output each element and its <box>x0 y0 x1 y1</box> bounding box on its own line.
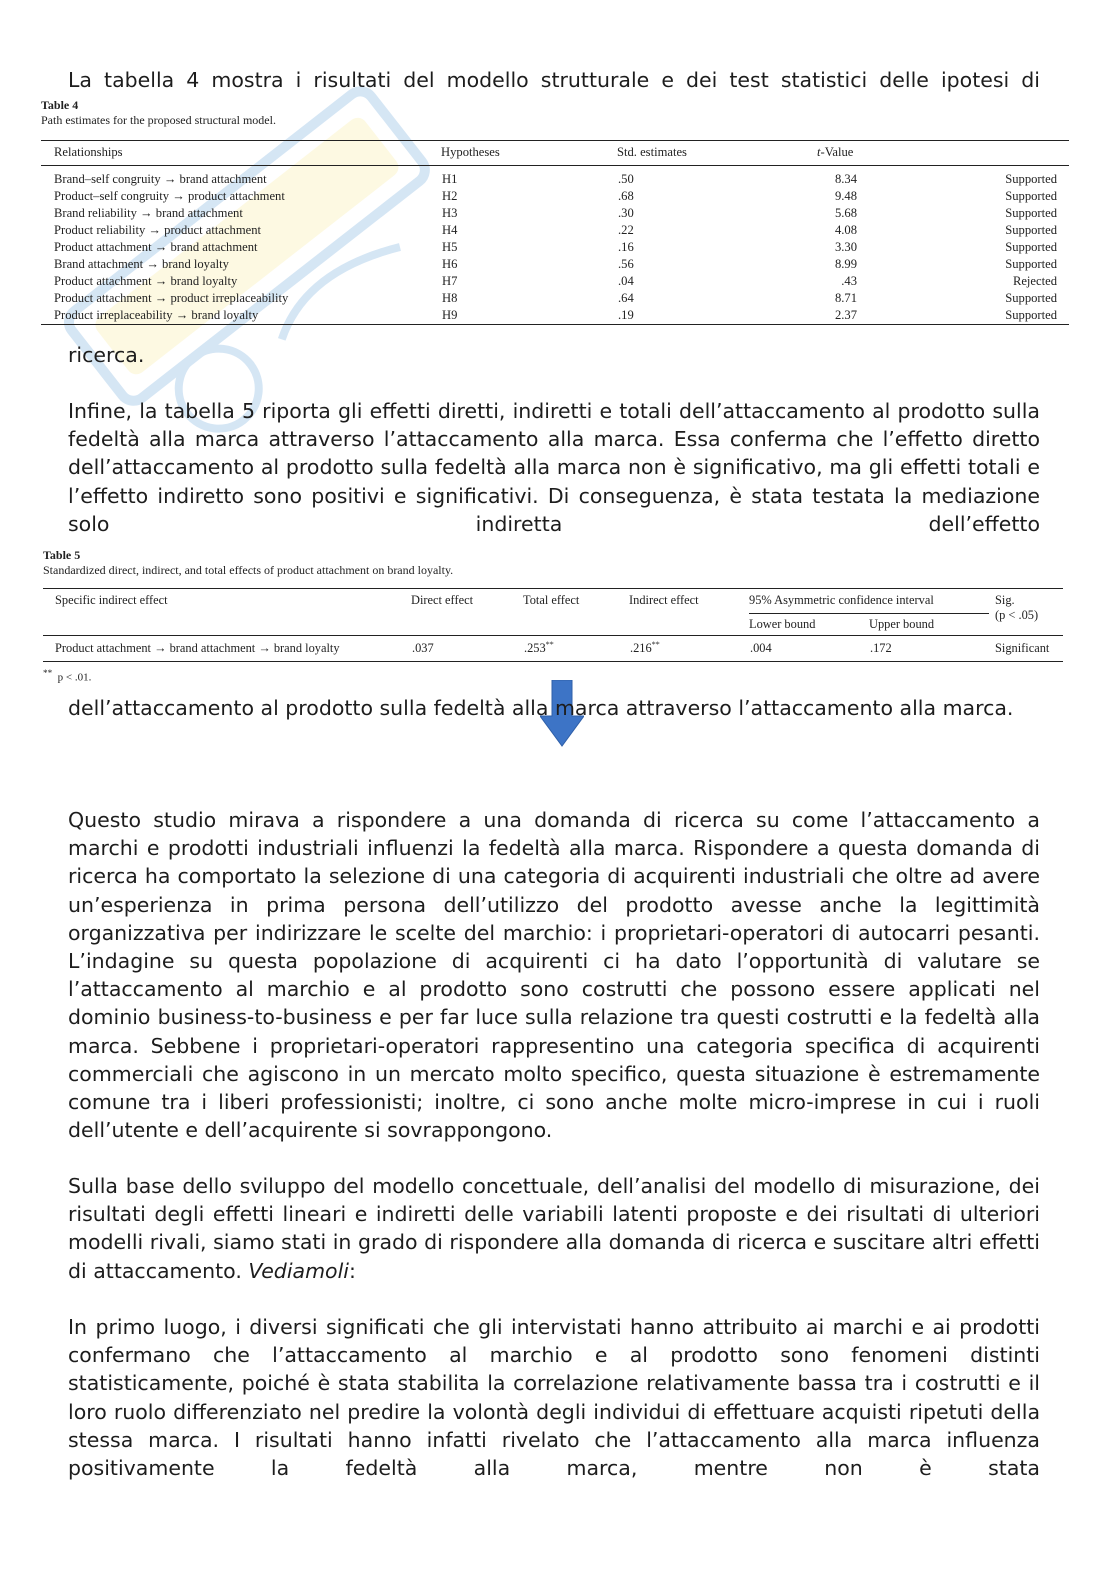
table4-header-relationships: Relationships <box>54 145 123 160</box>
table4-cell-result: Supported <box>1005 239 1057 254</box>
table4-cell-estimate: .30 <box>618 205 634 220</box>
table4-cell-result: Supported <box>1005 188 1057 203</box>
table4-cell-tvalue: 8.71 <box>834 290 857 305</box>
table5-cell-total: .253** <box>524 640 554 656</box>
table4-cell-estimate: .22 <box>618 222 634 237</box>
table4-label: Table 4 <box>41 98 79 112</box>
table4-cell-result: Supported <box>1005 256 1057 271</box>
table4-row <box>41 256 1069 273</box>
table4-row <box>41 188 1069 205</box>
table4-cell-estimate: .04 <box>618 273 634 288</box>
table5-header-direct: Direct effect <box>411 593 474 607</box>
table4-cell-tvalue: 8.99 <box>834 256 857 271</box>
table4-cell-hypothesis: H2 <box>442 188 458 203</box>
table4-bottom-rule <box>41 324 1069 325</box>
table4-row <box>41 290 1069 307</box>
table4-cell-result: Supported <box>1005 290 1057 305</box>
table5-header-total: Total effect <box>523 593 580 607</box>
table5-header-sig-label: Sig. <box>995 593 1015 607</box>
table4-cell-hypothesis: H1 <box>442 171 458 186</box>
table4-cell-result: Supported <box>1005 171 1057 186</box>
table4-cell-estimate: .56 <box>618 256 634 271</box>
table5-cell-sig: Significant <box>995 640 1050 655</box>
table5-bottom-rule <box>43 661 1063 662</box>
table4-cell-result: Rejected <box>1012 273 1057 288</box>
table4-header-value: -Value <box>820 145 854 160</box>
table4-cell-estimate: .64 <box>618 290 634 305</box>
table5-title: Standardized direct, indirect, and total effects of product attachment on brand loyalty. <box>43 563 454 577</box>
table5-header-specific: Specific indirect effect <box>55 593 168 607</box>
table4-header-hypotheses: Hypotheses <box>441 145 500 160</box>
table4-cell-hypothesis: H6 <box>442 256 458 271</box>
table4-cell-hypothesis: H4 <box>442 222 458 237</box>
table4-header-t: t <box>817 145 821 160</box>
table4-cell-result: Supported <box>1005 222 1057 237</box>
table5-header-sig-p: (p < .05) <box>995 608 1039 622</box>
paragraph-first-finding: In primo luogo, i diversi significati che gli intervistati hanno attribuito ai marchi e ai prodotti confermano che l’attaccamento al marchio e al prodotto sono fenomeni distinti statisticamente, poiché è stata stabilita la correlazione relativamente bassa tra i costrutti e il loro ruolo differenziato nel predire la volontà degli individui di effettuare acquisti ripetuti della stessa marca. I risultati hanno infatti rivelato che l’attaccamento alla marca influenza positivamente la fedeltà alla marca, mentre non è stata <box>68 1315 1040 1481</box>
paragraph-conclusion-intro: Sulla base dello sviluppo del modello concettuale, dell’analisi del modello di misurazione, dei risultati degli effetti lineari e indiretti delle variabili latenti proposte e dei risultati di ulteriori modelli rivali, siamo stati in grado di rispondere alla domanda di ricerca e suscitare altri effetti di attaccamento. Vediamoli: <box>68 1174 1040 1283</box>
table4-cell-estimate: .50 <box>618 171 634 186</box>
table4-cell-relationship: Product irreplaceability → brand loyalty <box>54 307 259 322</box>
table4-row <box>41 239 1069 256</box>
table4-cell-hypothesis: H9 <box>442 307 458 322</box>
table5-header-sig <box>989 589 1063 635</box>
emphasis-vediamoli: Vediamoli <box>248 1258 349 1283</box>
table5-cell-direct: .037 <box>412 640 434 655</box>
table4-cell-tvalue: 8.34 <box>834 171 857 186</box>
table4-title: Path estimates for the proposed structural model. <box>41 113 276 127</box>
table4-cell-relationship: Brand attachment → brand loyalty <box>54 256 229 271</box>
table4-cell-estimate: .68 <box>618 188 634 203</box>
table4-cell-hypothesis: H3 <box>442 205 458 220</box>
table4-row <box>41 222 1069 239</box>
table5-label: Table 5 <box>43 548 81 562</box>
table4-cell-tvalue: 2.37 <box>834 307 857 322</box>
paragraph-table5-intro: Infine, la tabella 5 riporta gli effetti diretti, indiretti e totali dell’attaccamento al prodotto sulla fedeltà alla marca attraverso l’attaccamento alla marca. Essa conferma che l’effetto diretto dell’attaccamento al prodotto sulla fedeltà alla marca non è significativo, ma gli effetti totali e l’effetto indiretto sono positivi e significativi. Di conseguenza, è stata testata la mediazione solo indiretta dell’effetto <box>68 399 1040 536</box>
table4-cell-result: Supported <box>1005 307 1057 322</box>
table5-header-indirect: Indirect effect <box>629 593 699 607</box>
table4-cell-relationship: Product–self congruity → product attachment <box>54 188 285 203</box>
table4-cell-tvalue: 3.30 <box>834 239 857 254</box>
table4-cell-hypothesis: H8 <box>442 290 458 305</box>
paragraph-intro-line2: ricerca. <box>68 343 145 367</box>
table4-header-std: Std. estimates <box>617 145 687 160</box>
table4-row <box>41 205 1069 222</box>
table4-cell-tvalue: .43 <box>841 273 857 288</box>
paragraph-mediation-end: dell’attaccamento al prodotto sulla fedeltà alla marca attraverso l’attaccamento alla marca. <box>68 696 1014 720</box>
table4-cell-estimate: .16 <box>618 239 634 254</box>
table4-cell-relationship: Product reliability → product attachment <box>54 222 262 237</box>
table4-cell-relationship: Product attachment → product irreplaceability <box>54 290 289 305</box>
table5-footnote: ** p < .01. <box>43 668 92 684</box>
table4 <box>41 141 1069 324</box>
table5-cell-indirect: .216** <box>630 640 660 656</box>
table4-cell-hypothesis: H7 <box>442 273 458 288</box>
table4-header-row <box>41 141 1069 165</box>
table4-header-tvalue <box>817 141 1069 165</box>
table4-cell-hypothesis: H5 <box>442 239 458 254</box>
table4-cell-tvalue: 4.08 <box>834 222 857 237</box>
table4-cell-estimate: .19 <box>618 307 634 322</box>
table4-row <box>41 165 1069 188</box>
table4-block <box>41 98 1069 325</box>
paragraph-study-aim: Questo studio mirava a rispondere a una domanda di ricerca su come l’attaccamento a marchi e prodotti industriali influenzi la fedeltà alla marca. Rispondere a questa domanda di ricerca ha comportato la selezione di una categoria di acquirenti industriali che oltre ad avere un’esperienza in prima persona dell’utilizzo del prodotto avesse anche la legittimità organizzativa per indirizzare le scelte del marchio: i proprietari-operatori di autocarri pesanti. L’indagine su questa popolazione di acquirenti ci ha dato l’opportunità di valutare se l’attaccamento al marchio e al prodotto sono costrutti che possono essere applicati nel dominio business-to-business e per far luce sulla relazione tra questi costrutti e la fedeltà alla marca. Sebbene i proprietari-operatori rappresentino una categoria specifica di acquirenti commerciali che agiscono in un mercato molto specifico, questa situazione è estremamente comune tra i liberi professionisti; inoltre, ci sono anche molte micro-imprese in cui i ruoli dell’utente e dell’acquirente si sovrappongono. <box>68 808 1040 1143</box>
table5-header-upper: Upper bound <box>869 616 935 631</box>
table5-cell-lower: .004 <box>750 640 772 655</box>
table4-cell-result: Supported <box>1005 205 1057 220</box>
table4-row <box>41 273 1069 290</box>
table4-cell-relationship: Brand reliability → brand attachment <box>54 205 243 220</box>
table4-cell-tvalue: 5.68 <box>834 205 857 220</box>
table4-row <box>41 307 1069 324</box>
table5-header-ci: 95% Asymmetric confidence interval <box>749 589 989 613</box>
table5 <box>43 589 1063 661</box>
table5-cell-path: Product attachment → brand attachment → brand loyalty <box>55 640 340 655</box>
table5-block <box>43 548 1063 684</box>
table4-cell-relationship: Product attachment → brand loyalty <box>54 273 238 288</box>
table5-cell-upper: .172 <box>870 640 892 655</box>
paragraph-intro-line1: La tabella 4 mostra i risultati del modello strutturale e dei test statistici delle ipotesi di <box>68 68 1040 92</box>
table5-header-lower: Lower bound <box>749 616 816 631</box>
table4-cell-relationship: Product attachment → brand attachment <box>54 239 258 254</box>
table4-cell-tvalue: 9.48 <box>834 188 857 203</box>
table5-row <box>43 635 1063 661</box>
table4-cell-relationship: Brand–self congruity → brand attachment <box>54 171 267 186</box>
